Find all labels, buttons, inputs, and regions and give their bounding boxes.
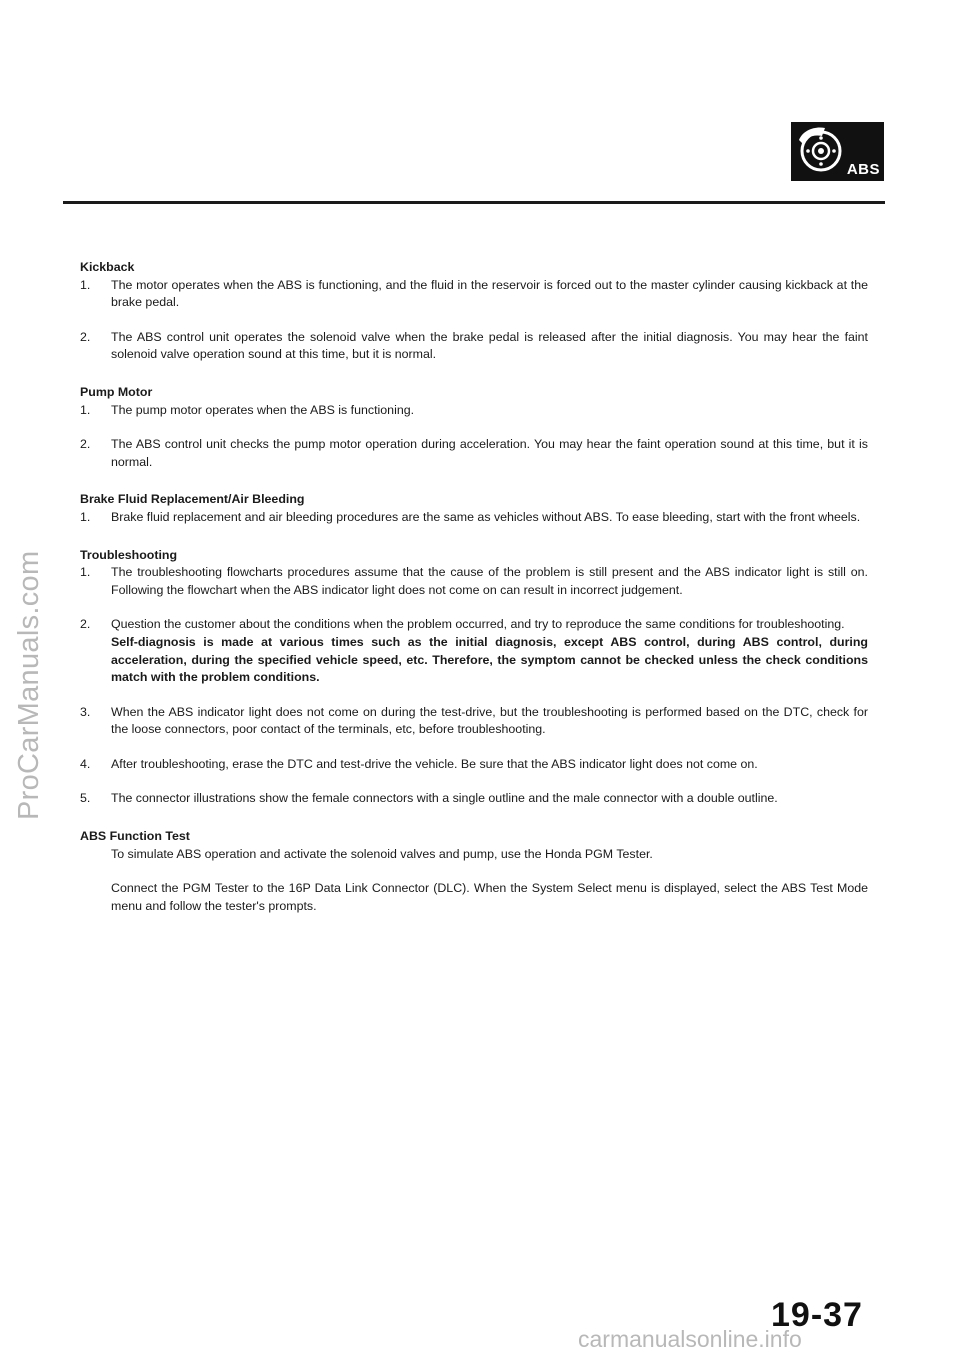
list-item [80, 509, 868, 527]
section-troubleshooting [80, 547, 868, 809]
section-kickback [80, 259, 868, 364]
item-text-emphasis: Self-diagnosis is made at various times such as the initial diagnosis, except ABS control, during ABS control, during acceleration, during the specified vehicle speed, etc. Therefore, the symptom cannot be checked unless the check conditions match with the problem conditions. [111, 634, 868, 685]
abs-badge-label: ABS [846, 161, 880, 178]
section-abs-function-test [80, 828, 868, 915]
section-title: Kickback [80, 260, 135, 274]
section-pump-motor [80, 384, 868, 471]
item-number: 5. [80, 791, 91, 806]
list-item [80, 704, 868, 739]
paragraph: To simulate ABS operation and activate the solenoid valves and pump, use the Honda PGM Tester. [111, 846, 653, 861]
list-item [80, 277, 868, 312]
list-item [80, 402, 868, 420]
item-number: 1. [80, 509, 91, 524]
section-title: ABS Function Test [80, 829, 190, 844]
item-text: The pump motor operates when the ABS is functioning. [111, 402, 415, 417]
footer-watermark: carmanualsonline.info [578, 1326, 802, 1352]
list-item [80, 756, 868, 774]
item-number: 2. [80, 329, 91, 344]
item-number: 1. [80, 277, 91, 292]
item-text: The ABS control unit checks the pump motor operation during acceleration. You may hear the faint operation sound at this time, but it is normal. [111, 437, 868, 469]
list-item [80, 564, 868, 599]
item-text: The motor operates when the ABS is functioning, and the fluid in the reservoir is forced out to the master cylinder causing kickback at the brake pedal. [111, 277, 868, 310]
section-title: Troubleshooting [80, 547, 178, 562]
item-number: 1. [80, 565, 91, 580]
list-item [80, 616, 868, 686]
paragraph: Connect the PGM Tester to the 16P Data Link Connector (DLC). When the System Select menu is displayed, select the ABS Test Mode menu and follow the tester's prompts. [111, 881, 868, 913]
item-text: Brake fluid replacement and air bleeding procedures are the same as vehicles without ABS. To ease bleeding, start with the front wheels. [111, 509, 861, 524]
item-number: 3. [80, 704, 91, 719]
item-number: 2. [80, 617, 91, 632]
item-text: After troubleshooting, erase the DTC and test-drive the vehicle. Be sure that the ABS indicator light does not come on. [111, 756, 758, 771]
list-item [80, 790, 868, 808]
item-number: 2. [80, 437, 91, 452]
item-text: The connector illustrations show the female connectors with a single outline and the male connector with a double outline. [111, 791, 778, 806]
item-text: When the ABS indicator light does not come on during the test-drive, but the troubleshooting is performed based on the DTC, check for the loose connectors, poor contact of the terminals, etc, before troubleshooting. [111, 704, 868, 737]
item-text: The ABS control unit operates the solenoid valve when the brake pedal is released after the initial diagnosis. You may hear the faint solenoid valve operation sound at this time, but it is normal. [111, 329, 868, 362]
item-text [111, 616, 868, 686]
item-text-paragraph: Question the customer about the conditions when the problem occurred, and try to reproduce the same conditions for troubleshooting. [111, 617, 845, 632]
item-text: The troubleshooting flowcharts procedures assume that the cause of the problem is still present and the ABS indicator light is still on. Following the flowchart when the ABS indicator light does not come on can result in incorrect judgement. [111, 565, 868, 597]
side-watermark: ProCarManuals.com [13, 550, 45, 820]
page-content [80, 259, 868, 935]
list-item [80, 436, 868, 471]
section-title: Pump Motor [80, 384, 153, 399]
section-title: Brake Fluid Replacement/Air Bleeding [80, 492, 305, 507]
header-rule [63, 201, 885, 204]
list-item [80, 329, 868, 364]
section-brake-fluid [80, 491, 868, 526]
item-number: 4. [80, 756, 91, 771]
item-number: 1. [80, 402, 91, 417]
abs-section-badge [791, 122, 884, 181]
page-number: 19-37 [771, 1296, 863, 1334]
